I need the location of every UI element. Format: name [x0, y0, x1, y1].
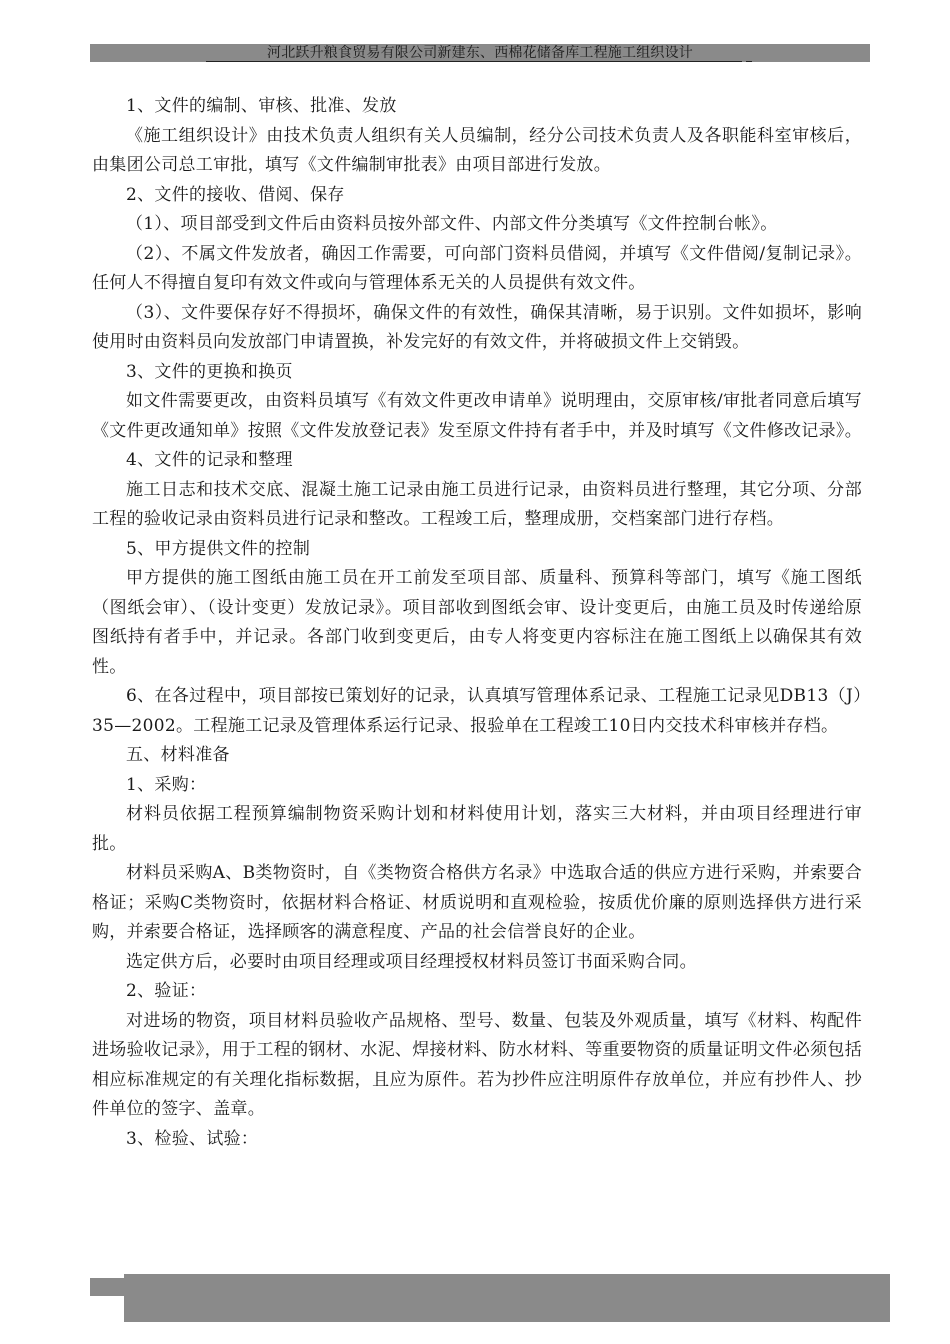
heading-file-receive: 2、文件的接收、借阅、保存 [126, 184, 345, 205]
paragraph: 对进场的物资，项目材料员验收产品规格、型号、数量、包装及外观质量，填写《材料、构配件进场验收记录》，用于工程的钢材、水泥、焊接材料、防水材料、等重要物资的质量证明文件必须包括相应标准规定的有关理化指标数据，且应为原件。若为抄件应注明原件存放单位，并应有抄件人、抄件单位的签字、盖章。 [92, 1010, 862, 1119]
paragraph: 施工日志和技术交底、混凝土施工记录由施工员进行记录，由资料员进行整理，其它分项、分部工程的验收记录由资料员进行记录和整改。工程竣工后，整理成册，交档案部门进行存档。 [92, 479, 862, 529]
paragraph: （2）、不属文件发放者，确因工作需要，可向部门资料员借阅，并填写《文件借阅/复制记录》。任何人不得擅自复印有效文件或向与管理体系无关的人员提供有效文件。 [92, 243, 862, 293]
header-title: 河北跃升粮食贸易有限公司新建东、西棉花储备库工程施工组织设计 [267, 45, 693, 61]
paragraph: 甲方提供的施工图纸由施工员在开工前发至项目部、质量科、预算科等部门，填写《施工图纸（图纸会审）、（设计变更）发放记录》。项目部收到图纸会审、设计变更后，由施工员及时传递给原图纸持有者手中，并记录。各部门收到变更后，由专人将变更内容标注在施工图纸上以确保其有效性。 [92, 568, 862, 677]
heading-procurement: 1、采购： [126, 774, 207, 795]
header-underline-dash [746, 61, 752, 62]
document-body [92, 92, 862, 1154]
heading-verification: 2、验证： [126, 981, 207, 1001]
paragraph: 《施工组织设计》由技术负责人组织有关人员编制，经分公司技术负责人及各职能科室审核后，由集团公司总工审批，填写《文件编制审批表》由项目部进行发放。 [92, 125, 862, 175]
section-heading-materials: 五、材料准备 [126, 745, 230, 765]
header-underline [206, 61, 742, 62]
paragraph: （3）、文件要保存好不得损坏，确保文件的有效性，确保其清晰，易于识别。文件如损坏，影响使用时由资料员向发放部门申请置换，补发完好的有效文件，并将破损文件上交销毁。 [92, 302, 862, 352]
paragraph: 材料员依据工程预算编制物资采购计划和材料使用计划，落实三大材料，并由项目经理进行审批。 [92, 804, 862, 854]
heading-file-records: 4、文件的记录和整理 [126, 450, 293, 470]
heading-client-files: 5、甲方提供文件的控制 [126, 538, 311, 559]
heading-file-compile: 1、文件的编制、审核、批准、发放 [126, 96, 397, 116]
heading-file-replace: 3、文件的更换和换页 [126, 361, 293, 382]
footer-bar [124, 1274, 890, 1322]
footer-tab [90, 1278, 124, 1296]
paragraph: （1）、项目部受到文件后由资料员按外部文件、内部文件分类填写《文件控制台帐》。 [126, 214, 778, 234]
paragraph: 如文件需要更改，由资料员填写《有效文件更改申请单》说明理由，交原审核/审批者同意后填写《文件更改通知单》按照《文件发放登记表》发至原文件持有者手中，并及时填写《文件修改记录》。 [92, 391, 862, 441]
header-bar [90, 44, 870, 62]
heading-inspection: 3、检验、试验： [126, 1128, 259, 1149]
paragraph: 6、在各过程中，项目部按已策划好的记录，认真填写管理体系记录、工程施工记录见DB13（J）35—2002。工程施工记录及管理体系运行记录、报验单在工程竣工10日内交技术科审核并存档。 [92, 686, 862, 736]
paragraph: 选定供方后，必要时由项目经理或项目经理授权材料员签订书面采购合同。 [126, 951, 697, 972]
paragraph: 材料员采购A、B类物资时，自《类物资合格供方名录》中选取合适的供应方进行采购，并索要合格证；采购C类物资时，依据材料合格证、材质说明和直观检验，按质优价廉的原则选择供方进行采购，并索要合格证，选择顾客的满意程度、产品的社会信誉良好的企业。 [92, 863, 862, 942]
